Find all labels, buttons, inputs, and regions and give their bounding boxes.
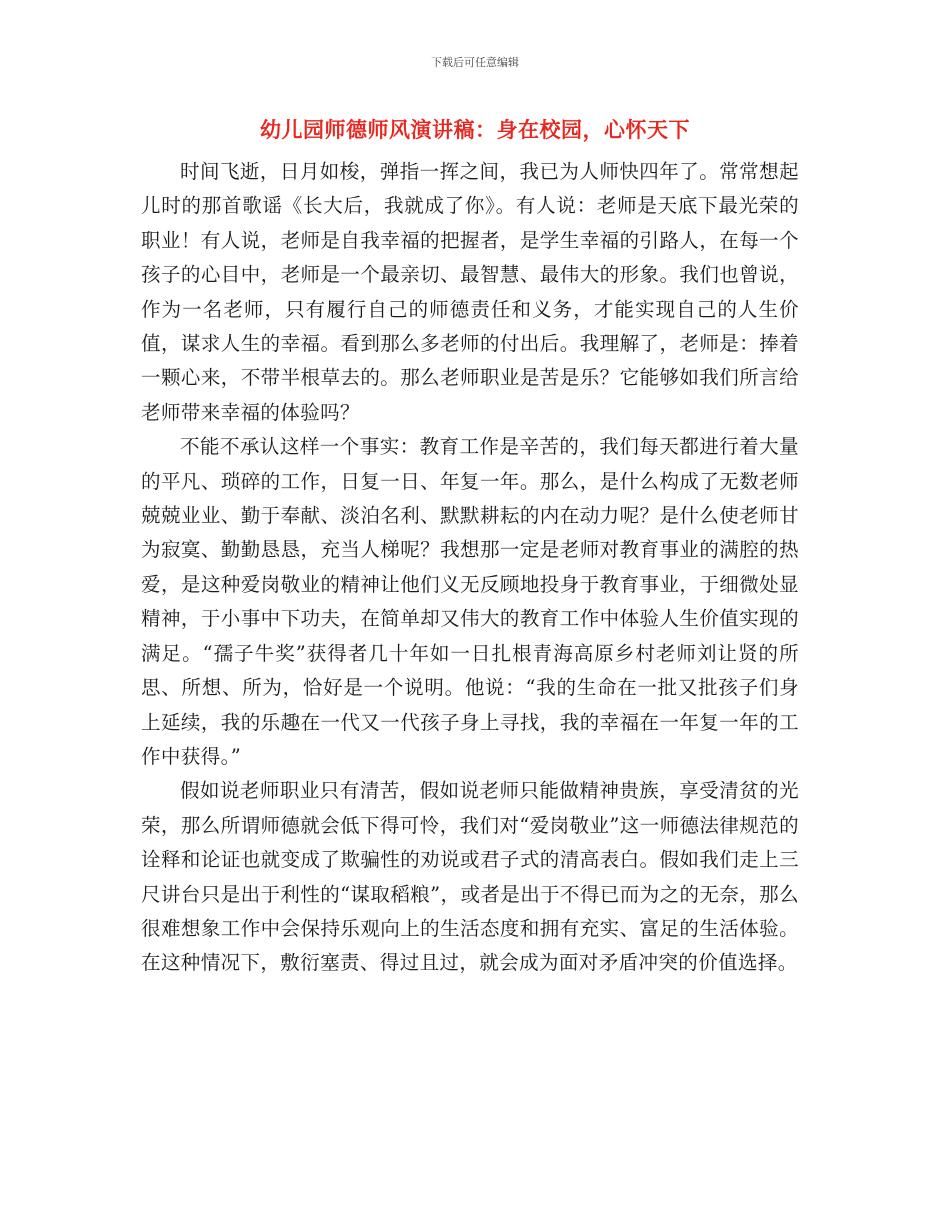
paragraph-3: 假如说老师职业只有清苦，假如说老师只能做精神贵族，享受清贫的光荣，那么所谓师德就会低下得可怜，我们对“爱岗敬业”这一师德法律规范的诠释和论证也就变成了欺骗性的劝说或君子式的清高表白。假如我们走上三尺讲台只是出于利性的“谋取稻粮”，或者是出于不得已而为之的无奈，那么很难想象工作中会保持乐观向上的生活态度和拥有充实、富足的生活体验。在这种情况下，敷衍塞责、得过且过，就会成为面对矛盾冲突的价值选择。 [141, 779, 799, 975]
paragraph-2: 不能不承认这样一个事实：教育工作是辛苦的，我们每天都进行着大量的平凡、琐碎的工作，日复一日、年复一年。那么，是什么构成了无数老师兢兢业业、勤于奉献、淡泊名利、默默耕耘的内在动力呢？是什么使老师甘为寂寞、勤勤恳恳，充当人梯呢？我想那一定是老师对教育事业的满腔的热爱，是这种爱岗敬业的精神让他们义无反顾地投身于教育事业，于细微处显精神，于小事中下功夫，在简单却又伟大的教育工作中体验人生价值实现的满足。“孺子牛奖”获得者几十年如一日扎根青海高原乡村老师刘让贤的所思、所想、所为，恰好是一个说明。他说：“我的生命在一批又批孩子们身上延续，我的乐趣在一代又一代孩子身上寻找，我的幸福在一年复一年的工作中获得。” [141, 435, 799, 768]
document-body [141, 155, 799, 981]
paragraph-1: 时间飞逝，日月如梭，弹指一挥之间，我已为人师快四年了。常常想起儿时的那首歌谣《长大后，我就成了你》。有人说：老师是天底下最光荣的职业！有人说，老师是自我幸福的把握者，是学生幸福的引路人，在每一个孩子的心目中，老师是一个最亲切、最智慧、最伟大的形象。我们也曾说，作为一名老师，只有履行自己的师德责任和义务，才能实现自己的人生价值，谋求人生的幸福。看到那么多老师的付出后。我理解了，老师是：捧着一颗心来，不带半根草去的。那么老师职业是苦是乐？它能够如我们所言给老师带来幸福的体验吗？ [141, 160, 799, 424]
header-note: 下载后可任意编辑 [431, 56, 519, 69]
document-title: 幼儿园师德师风演讲稿：身在校园，心怀天下 [260, 118, 690, 142]
